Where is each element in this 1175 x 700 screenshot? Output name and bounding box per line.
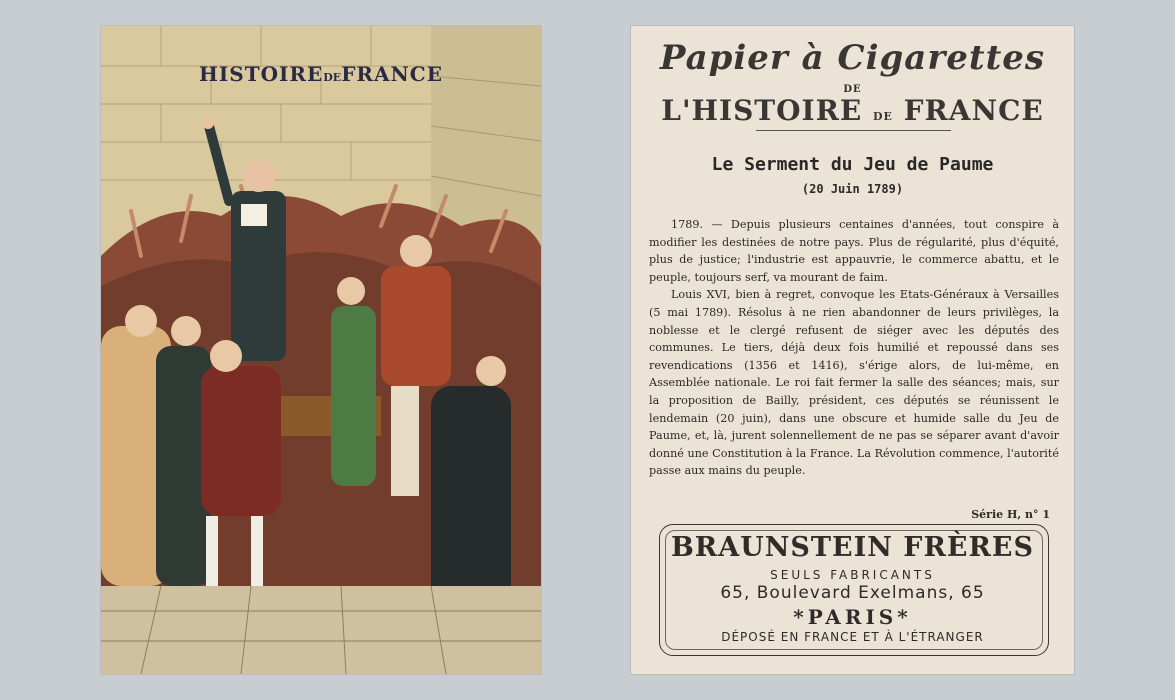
paragraph-1: 1789. — Depuis plusieurs centaines d'années, tout conspire à modifier les destinées de notre pays. Plus de régularité, plus d'équité, plus de justice; l'industrie est appauvrie, le commerce abattu, et le peuple, toujours serf, va mourant de faim. <box>649 218 1059 284</box>
card-title: Le Serment du Jeu de Paume <box>711 154 994 175</box>
paragraph-2: Louis XVI, bien à regret, convoque les Etats-Généraux à Versailles (5 mai 1789). Résolus à ne rien abandonner de leurs privilèges, la noblesse et le clergé refusent de siéger avec les députés des communes. Le tiers, déjà deux fois humilié et repoussé dans ses revendications (1356 et 1416), s'érige alors, de lui-même, en Assemblée nationale. Le roi fait fermer la salle des séances; mais, sur la proposition de Bailly, président, ces députés se réunissent le lendemain (20 juin), dans une obscure et humide salle du Jeu de Paume, et, là, jurent solennellement de ne pas se séparer avant d'avoir donné une Constitution à la France. La Révolution commence, l'autorité passe aux mains du peuple. <box>649 288 1059 478</box>
legal-notice: DÉPOSÉ EN FRANCE ET À L'ÉTRANGER <box>721 630 984 644</box>
illustration <box>101 26 541 674</box>
maker-subtitle: SEULS FABRICANTS <box>770 568 935 582</box>
maker-name: BRAUNSTEIN FRÈRES <box>670 532 1035 563</box>
front-title: HISTOIREDEFRANCE <box>199 62 443 86</box>
front-card <box>101 26 541 674</box>
maker-address: 65, Boulevard Exelmans, 65 <box>720 583 985 603</box>
maker-city: *PARIS* <box>793 605 912 629</box>
series-label: Série H, n° 1 <box>971 508 1050 521</box>
divider <box>756 130 951 131</box>
header-line2: L'HISTOIRE DE FRANCE <box>661 94 1044 127</box>
back-card <box>631 26 1074 674</box>
body-text <box>649 216 1059 480</box>
header-de: DE <box>843 84 862 95</box>
header-line1: Papier à Cigarettes <box>659 38 1046 78</box>
card-date: (20 Juin 1789) <box>801 182 904 196</box>
